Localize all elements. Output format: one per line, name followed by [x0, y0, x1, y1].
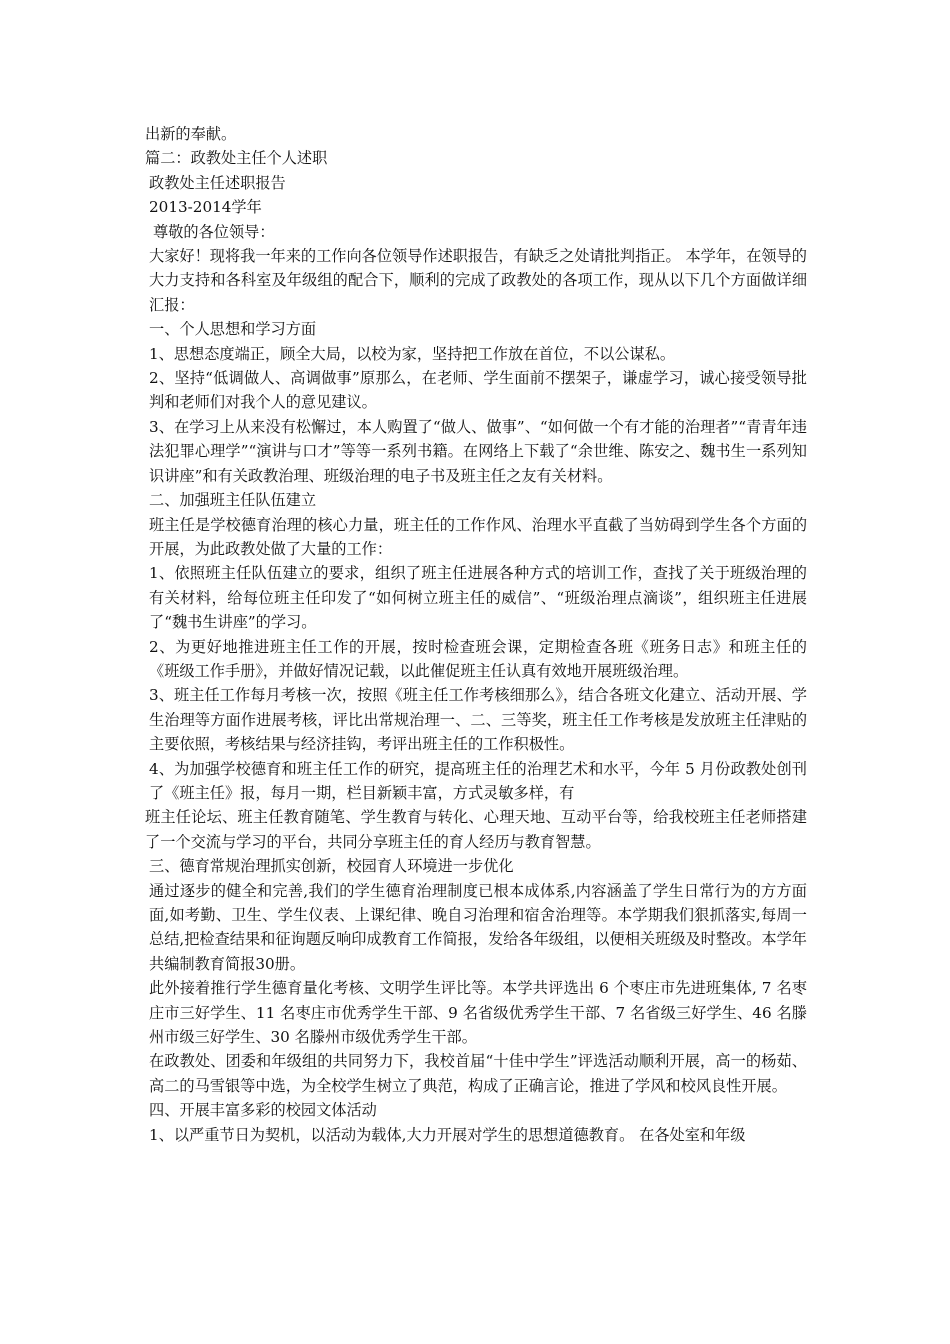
paragraph-2-4-continued: 班主任论坛、班主任教育随笔、学生教育与转化、心理天地、互动平台等，给我校班主任老师搭建了一个交流与学习的平台，共同分享班主任的育人经历与教育智慧。	[145, 808, 807, 851]
heading-section-4: 四、开展丰富多彩的校园文体活动	[149, 1101, 377, 1120]
paragraph-2-4: 4、为加强学校德育和班主任工作的研究，提高班主任的治理艺术和水平，今年 5 月份政教处创刊了《班主任》报，每月一期，栏目新颖丰富，方式灵敏多样，有	[149, 759, 807, 802]
paragraph-4-1: 1、以严重节日为契机，以活动为载体,大力开展对学生的思想道德教育。 在各处室和年级	[149, 1125, 746, 1144]
report-year: 2013-2014学年	[149, 198, 262, 217]
report-title: 政教处主任述职报告	[149, 173, 286, 192]
paragraph-2-intro: 班主任是学校德育治理的核心力量，班主任的工作作风、治理水平直截了当妨碍到学生各个方面的开展，为此政教处做了大量的工作：	[149, 515, 807, 558]
paragraph-1-1: 1、思想态度端正，顾全大局，以校为家，坚持把工作放在首位，不以公谋私。	[149, 344, 676, 363]
paragraph-1-2: 2、坚持“低调做人、高调做事”原那么，在老师、学生面前不摆架子，谦虚学习，诚心接受领导批判和老师们对我个人的意见建议。	[149, 369, 807, 412]
paragraph-2-2: 2、为更好地推进班主任工作的开展，按时检查班会课，定期检查各班《班务日志》和班主任的《班级工作手册》，并做好情况记载，以此催促班主任认真有效地开展班级治理。	[149, 637, 807, 680]
heading-section-3: 三、德育常规治理抓实创新，校园育人环境进一步优化	[149, 857, 514, 876]
heading-section-2: 二、加强班主任队伍建立	[149, 491, 317, 510]
paragraph-3-1: 通过逐步的健全和完善,我们的学生德育治理制度已根本成体系,内容涵盖了学生日常行为的方方面面,如考勤、卫生、学生仪表、上课纪律、晚自习治理和宿舍治理等。本学期我们狠抓落实,每周一总结,把检查结果和征询题反响印成教育工作简报，发给各年级组，以便相关班级及时整改。本学年共编制教育简报30册。	[149, 881, 807, 973]
paragraph-3-2: 此外接着推行学生德育量化考核、文明学生评比等。本学共评选出 6 个枣庄市先进班集体, 7 名枣庄市三好学生、11 名枣庄市优秀学生干部、9 名省级优秀学生干部、7 名省级三好学生、46 名滕州市级三好学生、30 名滕州市级优秀学生干部。	[149, 979, 807, 1047]
paragraph-closing: 出新的奉献。	[145, 125, 237, 143]
section-heading-part2: 篇二：政教处主任个人述职	[145, 149, 328, 168]
paragraph-intro: 大家好！现将我一年来的工作向各位领导作述职报告，有缺乏之处请批判指正。 本学年，在领导的大力支持和各科室及年级组的配合下，顺利的完成了政教处的各项工作，现从以下几个方面做详细汇报：	[149, 247, 807, 314]
paragraph-2-3: 3、班主任工作每月考核一次，按照《班主任工作考核细那么》，结合各班文化建立、活动开展、学生治理等方面作进展考核，评比出常规治理一、二、三等奖，班主任工作考核是发放班主任津贴的主要依照，考核结果与经济挂钩，考评出班主任的工作积极性。	[149, 686, 807, 754]
heading-section-1: 一、个人思想和学习方面	[149, 320, 317, 339]
paragraph-1-3: 3、在学习上从来没有松懈过，本人购置了“做人、做事”、“如何做一个有才能的治理者”“青青年违法犯罪心理学”“演讲与口才”等等一系列书籍。在网络上下载了“余世维、陈安之、魏书生一系列知识讲座”和有关政教治理、班级治理的电子书及班主任之友有关材料。	[149, 417, 807, 485]
document-page	[145, 122, 807, 1147]
paragraph-3-3: 在政教处、团委和年级组的共同努力下，我校首届“十佳中学生”评选活动顺利开展，高一的杨茹、高二的马雪银等中选，为全校学生树立了典范，构成了正确言论，推进了学风和校风良性开展。	[149, 1052, 807, 1095]
paragraph-2-1: 1、依照班主任队伍建立的要求，组织了班主任进展各种方式的培训工作，查找了关于班级治理的有关材料，给每位班主任印发了“如何树立班主任的威信”、“班级治理点滴谈”，组织班主任进展了“魏书生讲座”的学习。	[149, 564, 807, 632]
salutation: 尊敬的各位领导：	[153, 222, 275, 241]
